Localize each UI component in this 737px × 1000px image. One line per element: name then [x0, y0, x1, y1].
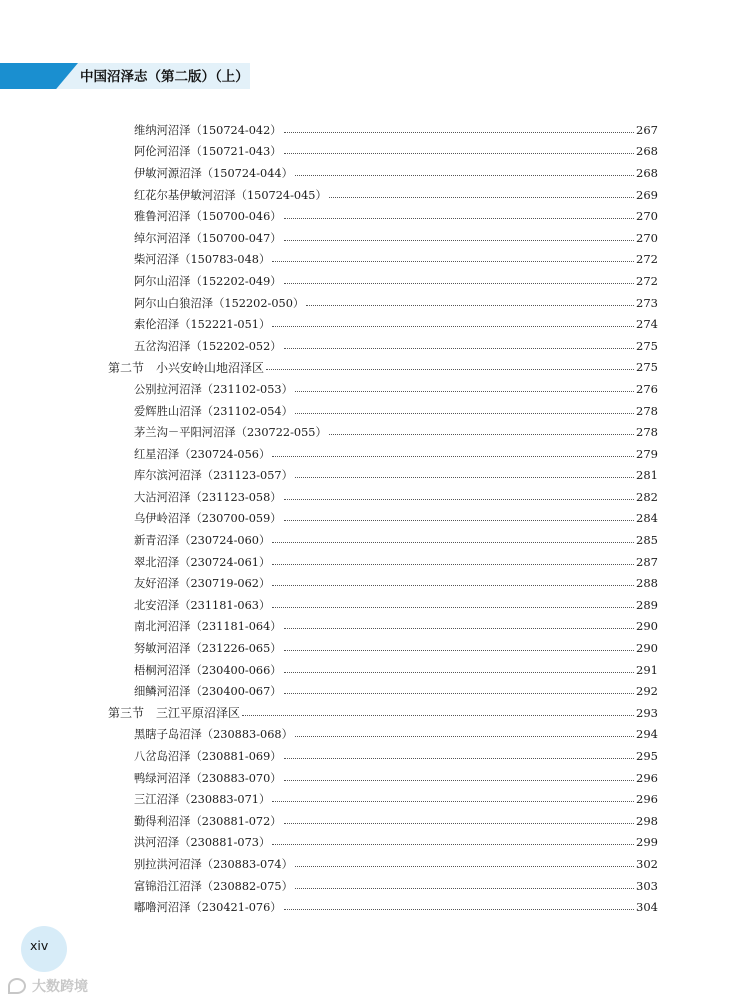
toc-entry[interactable] — [0, 378, 737, 400]
toc-title: 别拉洪河沼泽（230883-074） — [134, 857, 293, 871]
dot-leader — [295, 887, 634, 889]
toc-title: 新青沼泽（230724-060） — [134, 534, 271, 548]
dot-leader — [306, 304, 634, 306]
toc-title: 爱辉胜山沼泽（231102-054） — [134, 404, 293, 418]
toc-entry[interactable] — [0, 896, 737, 918]
toc-page-number: 298 — [636, 813, 658, 828]
dot-leader — [284, 131, 634, 133]
toc-page-number: 272 — [636, 273, 658, 288]
toc-page-number: 278 — [636, 425, 658, 440]
toc-page-number: 270 — [636, 209, 658, 224]
toc-entry[interactable] — [0, 421, 737, 443]
dot-leader — [295, 476, 634, 478]
dot-leader — [272, 541, 634, 543]
page-number: xiv — [30, 938, 49, 953]
toc-entry[interactable] — [0, 335, 737, 357]
toc-title: 洪河沼泽（230881-073） — [134, 836, 271, 850]
dot-leader — [284, 822, 634, 824]
watermark — [8, 976, 88, 996]
book-title: 中国沼泽志（第二版）（上） — [80, 69, 249, 85]
dot-leader — [284, 779, 634, 781]
toc-title: 雅鲁河沼泽（150700-046） — [134, 210, 282, 224]
toc-page-number: 268 — [636, 165, 658, 180]
section-title: 小兴安岭山地沼泽区 — [156, 360, 265, 375]
dot-leader — [266, 368, 634, 370]
toc-title: 乌伊岭沼泽（230700-059） — [134, 512, 282, 526]
dot-leader — [295, 390, 634, 392]
toc-title: 红星沼泽（230724-056） — [134, 447, 271, 461]
dot-leader — [295, 174, 634, 176]
dot-leader — [284, 908, 634, 910]
toc-page-number: 279 — [636, 446, 658, 461]
toc-entry[interactable] — [0, 400, 737, 422]
toc-page-number: 288 — [636, 576, 658, 591]
toc-title: 公别拉河沼泽（231102-053） — [134, 382, 293, 396]
dot-leader — [284, 217, 634, 219]
dot-leader — [284, 649, 634, 651]
dot-leader — [272, 260, 634, 262]
toc-title: 五岔沟沼泽（152202-052） — [134, 339, 282, 353]
toc-title: 库尔滨河沼泽（231123-057） — [134, 469, 293, 483]
dot-leader — [272, 584, 634, 586]
toc-page-number: 302 — [636, 856, 658, 871]
section-number: 第三节 — [108, 706, 145, 721]
toc-title: 阿尔山白狼沼泽（152202-050） — [134, 296, 305, 310]
toc-title: 茅兰沟－平阳河沼泽（230722-055） — [134, 426, 327, 440]
toc-page-number: 290 — [636, 641, 658, 656]
toc-page-number: 289 — [636, 597, 658, 612]
toc-page-number: 292 — [636, 684, 658, 699]
toc-entry[interactable] — [0, 788, 737, 810]
toc-entry[interactable] — [0, 680, 737, 702]
toc-entry[interactable] — [0, 594, 737, 616]
toc-title: 八岔岛沼泽（230881-069） — [134, 750, 282, 764]
dot-leader — [284, 757, 634, 759]
toc-entry[interactable] — [0, 832, 737, 854]
toc-page-number: 291 — [636, 662, 658, 677]
toc-title: 绰尔河沼泽（150700-047） — [134, 231, 282, 245]
section-number: 第二节 — [108, 360, 145, 375]
toc-title: 翠北沼泽（230724-061） — [134, 555, 271, 569]
dot-leader — [272, 563, 634, 565]
toc-title: 梧桐河沼泽（230400-066） — [134, 663, 282, 677]
dot-leader — [329, 196, 634, 198]
toc-title: 阿伦河沼泽（150721-043） — [134, 145, 282, 159]
toc-entry[interactable] — [0, 508, 737, 530]
toc-entry[interactable] — [0, 141, 737, 163]
toc-page-number: 275 — [636, 360, 658, 375]
toc-entry[interactable] — [0, 162, 737, 184]
toc-entry[interactable] — [0, 853, 737, 875]
toc-entry[interactable] — [0, 529, 737, 551]
toc-page-number: 287 — [636, 554, 658, 569]
toc-title: 维纳河沼泽（150724-042） — [134, 123, 282, 137]
toc-entry[interactable] — [0, 270, 737, 292]
toc-page-number: 303 — [636, 878, 658, 893]
dot-leader — [295, 412, 634, 414]
toc-entry[interactable] — [0, 745, 737, 767]
toc-page-number: 296 — [636, 792, 658, 807]
toc-section-heading[interactable] — [0, 357, 737, 379]
toc-title: 友好沼泽（230719-062） — [134, 577, 271, 591]
dot-leader — [284, 671, 634, 673]
toc-entry[interactable] — [0, 724, 737, 746]
toc-entry[interactable] — [0, 875, 737, 897]
toc-title: 细鳞河沼泽（230400-067） — [134, 685, 282, 699]
toc-entry[interactable] — [0, 443, 737, 465]
dot-leader — [295, 735, 634, 737]
toc-page-number: 278 — [636, 403, 658, 418]
toc-page-number: 272 — [636, 252, 658, 267]
toc-page-number: 296 — [636, 770, 658, 785]
dot-leader — [284, 692, 634, 694]
dot-leader — [272, 843, 634, 845]
toc-page-number: 282 — [636, 489, 658, 504]
table-of-contents — [0, 119, 737, 918]
toc-page-number: 285 — [636, 533, 658, 548]
dot-leader — [284, 627, 634, 629]
toc-title: 勤得利沼泽（230881-072） — [134, 814, 282, 828]
toc-page-number: 281 — [636, 468, 658, 483]
toc-entry[interactable] — [0, 227, 737, 249]
toc-title: 三江沼泽（230883-071） — [134, 793, 271, 807]
dot-leader — [272, 455, 634, 457]
toc-title: 努敏河沼泽（231226-065） — [134, 642, 282, 656]
toc-entry[interactable] — [0, 465, 737, 487]
toc-section-heading[interactable] — [0, 702, 737, 724]
dot-leader — [284, 498, 634, 500]
toc-title: 嘟噜河沼泽（230421-076） — [134, 901, 282, 915]
dot-leader — [272, 606, 634, 608]
toc-entry[interactable] — [0, 249, 737, 271]
toc-page-number: 299 — [636, 835, 658, 850]
toc-title: 大沾河沼泽（231123-058） — [134, 490, 282, 504]
dot-leader — [284, 347, 634, 349]
toc-entry[interactable] — [0, 767, 737, 789]
toc-entry[interactable] — [0, 292, 737, 314]
toc-entry[interactable] — [0, 486, 737, 508]
toc-page-number: 267 — [636, 122, 658, 137]
toc-page-number: 293 — [636, 705, 658, 720]
toc-entry[interactable] — [0, 659, 737, 681]
toc-title: 红花尔基伊敏河沼泽（150724-045） — [134, 188, 327, 202]
toc-page-number: 276 — [636, 381, 658, 396]
toc-page-number: 269 — [636, 187, 658, 202]
toc-entry[interactable] — [0, 616, 737, 638]
toc-page-number: 294 — [636, 727, 658, 742]
toc-title: 黑瞎子岛沼泽（230883-068） — [134, 728, 293, 742]
toc-title: 富锦沿江沼泽（230882-075） — [134, 879, 293, 893]
toc-title: 鸭绿河沼泽（230883-070） — [134, 771, 282, 785]
dot-leader — [272, 325, 634, 327]
dot-leader — [272, 800, 634, 802]
toc-title — [108, 704, 240, 721]
toc-page-number: 273 — [636, 295, 658, 310]
toc-entry[interactable] — [0, 119, 737, 141]
dot-leader — [295, 865, 634, 867]
toc-title: 伊敏河源沼泽（150724-044） — [134, 166, 293, 180]
toc-entry[interactable] — [0, 572, 737, 594]
toc-entry[interactable] — [0, 810, 737, 832]
dot-leader — [284, 282, 634, 284]
toc-title: 柴河沼泽（150783-048） — [134, 253, 271, 267]
dot-leader — [284, 519, 634, 521]
toc-page-number: 290 — [636, 619, 658, 634]
toc-entry[interactable] — [0, 205, 737, 227]
toc-entry[interactable] — [0, 637, 737, 659]
brand-logo-icon — [8, 978, 26, 994]
toc-page-number: 284 — [636, 511, 658, 526]
toc-entry[interactable] — [0, 313, 737, 335]
toc-title: 北安沼泽（231181-063） — [134, 598, 271, 612]
section-title: 三江平原沼泽区 — [156, 706, 241, 721]
toc-page-number: 304 — [636, 900, 658, 915]
toc-title — [108, 359, 264, 376]
toc-page-number: 270 — [636, 230, 658, 245]
toc-title: 阿尔山沼泽（152202-049） — [134, 274, 282, 288]
toc-entry[interactable] — [0, 184, 737, 206]
dot-leader — [284, 152, 634, 154]
toc-page-number: 268 — [636, 144, 658, 159]
toc-page-number: 274 — [636, 317, 658, 332]
toc-title: 索伦沼泽（152221-051） — [134, 318, 271, 332]
dot-leader — [284, 239, 634, 241]
watermark-text: 大数跨境 — [32, 979, 88, 995]
dot-leader — [242, 714, 634, 716]
toc-page-number: 295 — [636, 749, 658, 764]
dot-leader — [329, 433, 634, 435]
toc-page-number: 275 — [636, 338, 658, 353]
toc-title: 南北河沼泽（231181-064） — [134, 620, 282, 634]
toc-entry[interactable] — [0, 551, 737, 573]
